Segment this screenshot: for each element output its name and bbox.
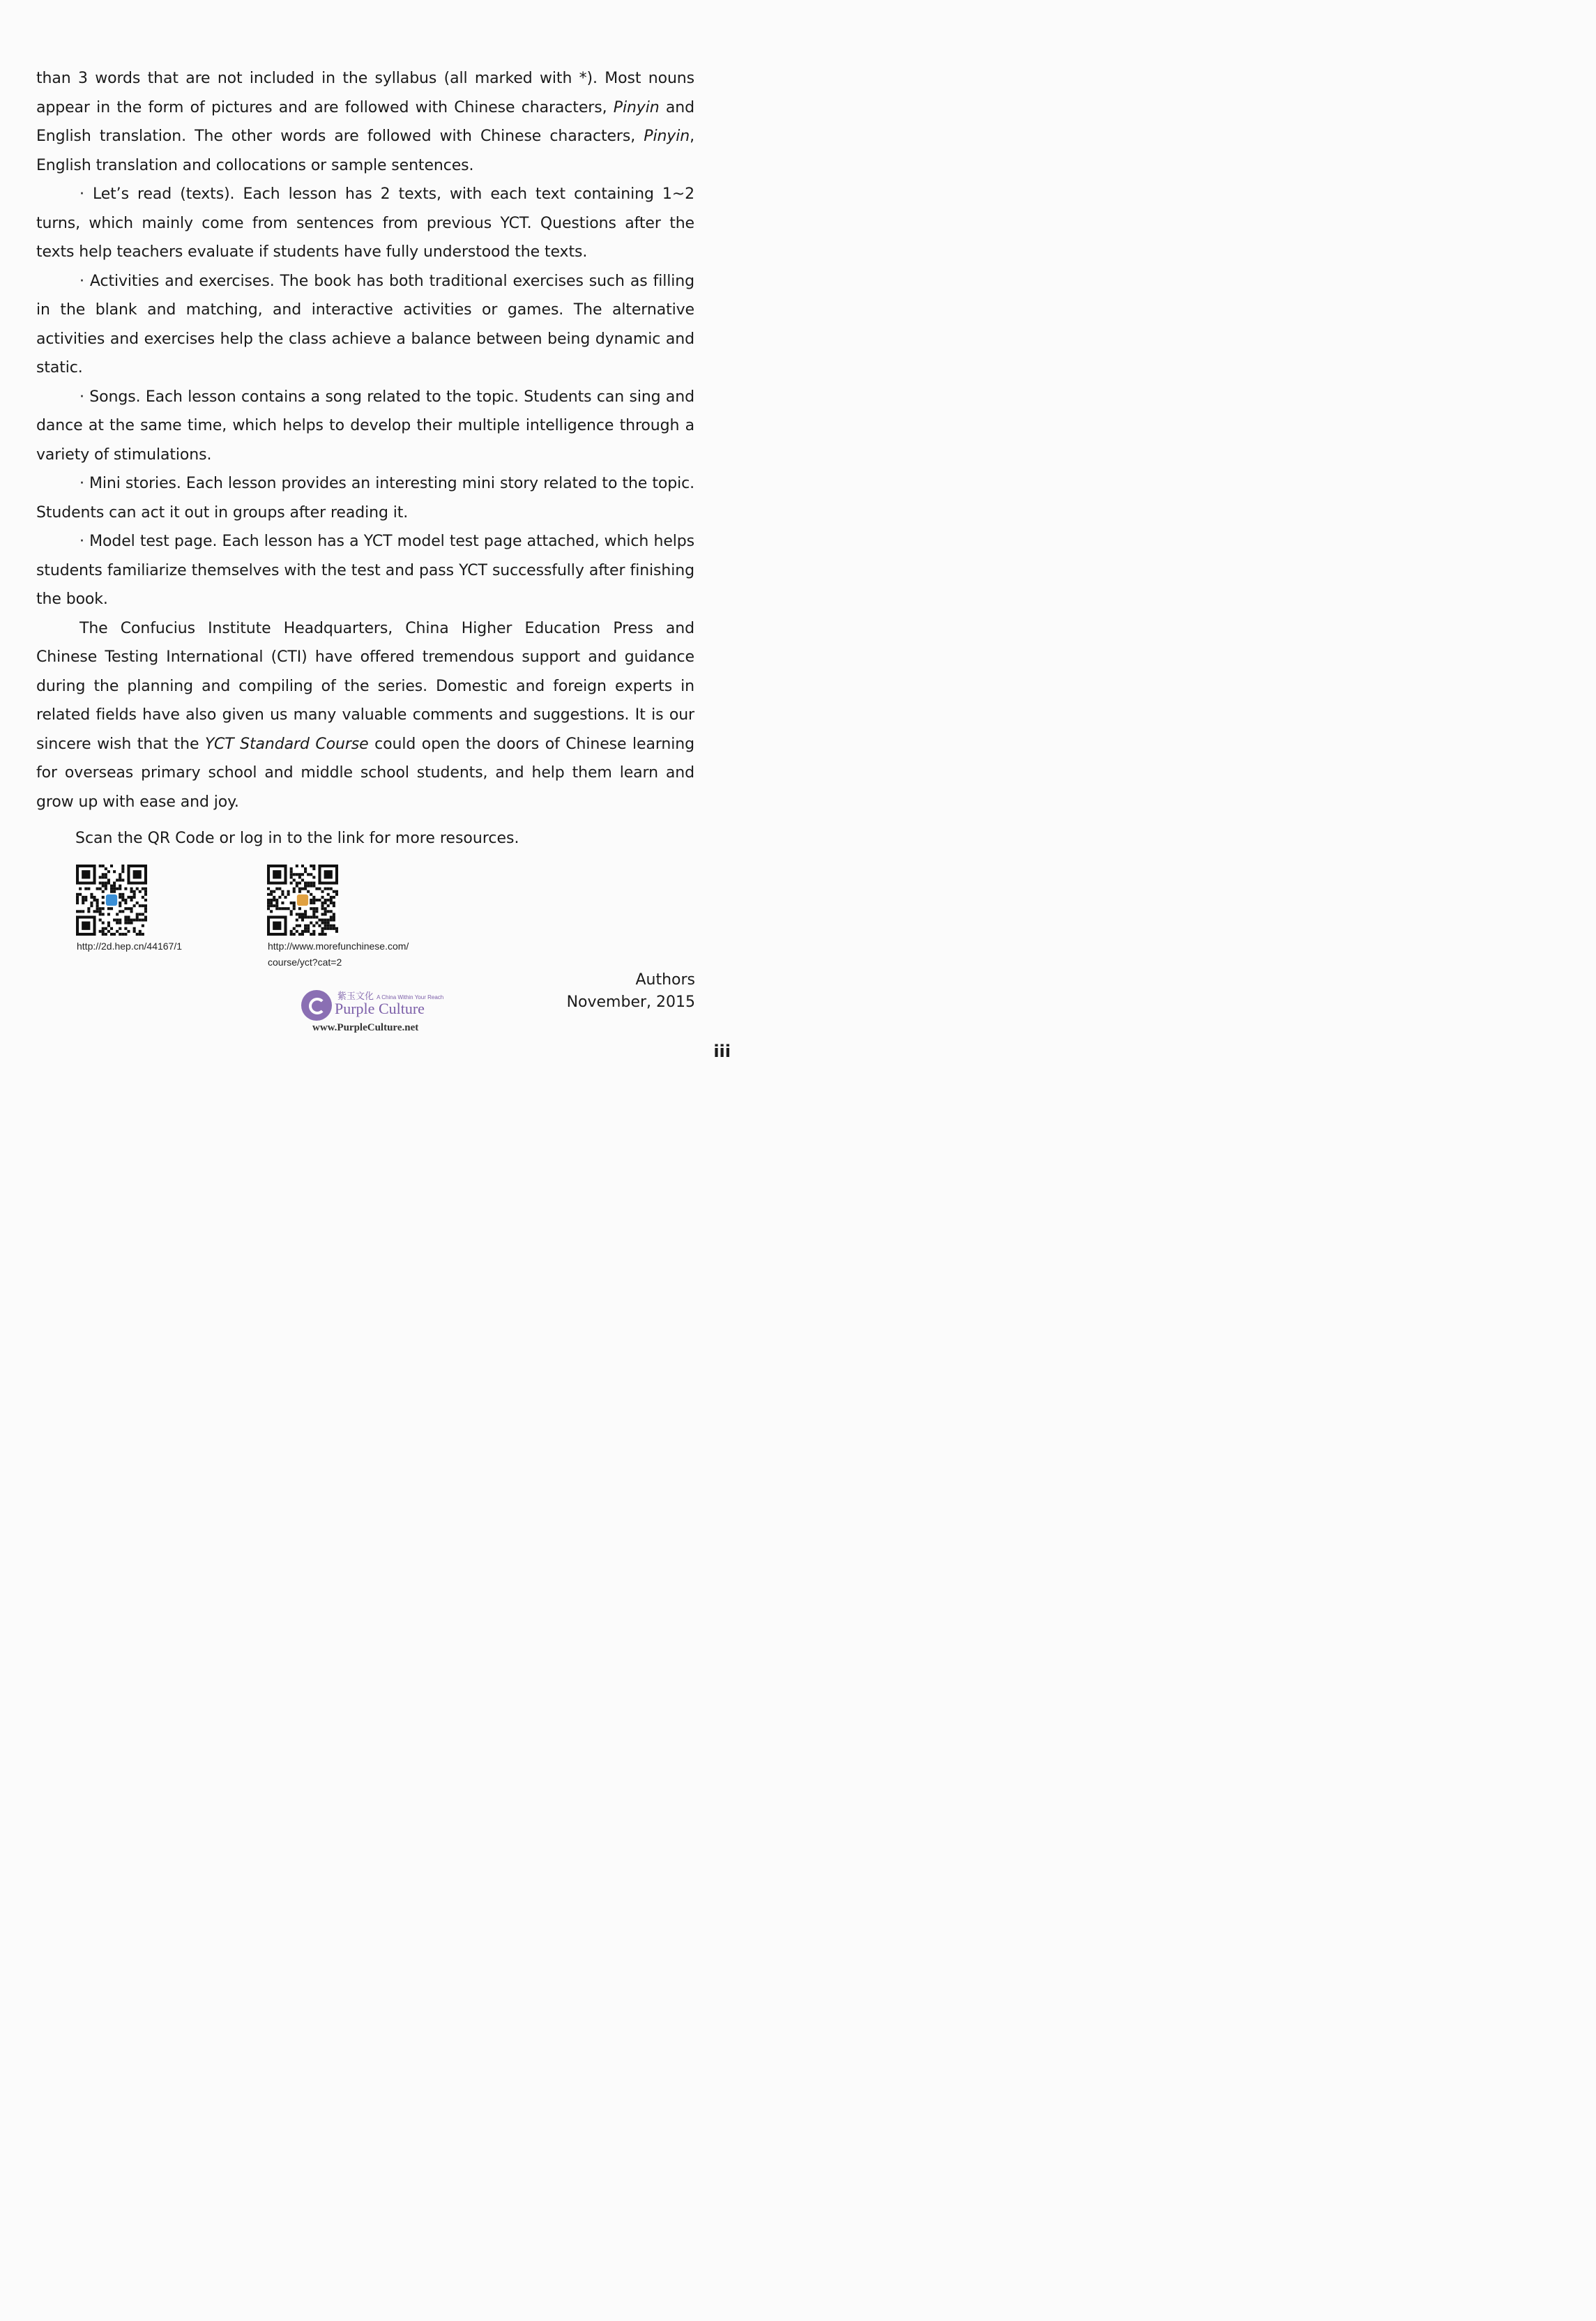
authors-label: Authors xyxy=(635,971,695,989)
document-page xyxy=(0,0,752,1093)
qr-code-hep[interactable] xyxy=(76,865,147,936)
paragraph-model-test: · Model test page. Each lesson has a YCT model test page attached, which helps students familiarize themselves with the test and pass YCT successfully after finishing the book. xyxy=(36,533,694,608)
paragraph-lets-read: · Let’s read (texts). Each lesson has 2 texts, with each text containing 1~2 turns, which mainly come from sentences from previous YCT. Questions after the texts help teachers evaluate if students have fully understood the texts. xyxy=(36,185,694,261)
watermark-name: Purple Culture xyxy=(335,1000,425,1017)
qr-url-morefun[interactable]: http://www.morefunchinese.com/ course/yct?cat=2 xyxy=(268,941,409,968)
watermark-logo xyxy=(301,989,455,1039)
watermark-url: www.PurpleCulture.net xyxy=(312,1022,419,1033)
qr-code-icon xyxy=(76,865,147,936)
purple-culture-logo-icon xyxy=(301,990,332,1021)
scan-note: Scan the QR Code or log in to the link for more resources. xyxy=(75,830,519,847)
body-text xyxy=(36,64,694,816)
paragraph-acknowledgement: The Confucius Institute Headquarters, China Higher Education Press and Chinese Testing International (CTI) have offered tremendous support and guidance during the planning and compiling of the series. Domestic and foreign experts in related fields have also given us many valuable comments and suggestions. It is our sincere wish that the YCT Standard Course could open the doors of Chinese learning for overseas primary school and middle school students, and help them learn and grow up with ease and joy. xyxy=(36,619,694,811)
page-number: iii xyxy=(713,1042,731,1061)
qr-url-hep[interactable]: http://2d.hep.cn/44167/1 xyxy=(77,941,183,952)
paragraph-0: than 3 words that are not included in the syllabus (all marked with *). Most nouns appear in the form of pictures and are followed with Chinese characters, Pinyin and English translation. The other words are followed with Chinese characters, Pinyin, English translation and collocations or sample sentences. xyxy=(36,70,694,174)
paragraph-mini-stories: · Mini stories. Each lesson provides an interesting mini story related to the topic. Students can act it out in groups after reading it. xyxy=(36,475,694,522)
signature-date: November, 2015 xyxy=(566,994,695,1011)
qr-code-morefun[interactable] xyxy=(267,865,338,936)
qr-code-icon xyxy=(267,865,338,936)
signature xyxy=(567,969,695,1014)
watermark-chinese: 紫玉文化 A China Within Your Reach xyxy=(337,991,444,1002)
paragraph-songs: · Songs. Each lesson contains a song related to the topic. Students can sing and dance at the same time, which helps to develop their multiple intelligence through a variety of stimulations. xyxy=(36,388,694,464)
paragraph-activities: · Activities and exercises. The book has both traditional exercises such as filling in the blank and matching, and interactive activities or games. The alternative activities and exercises help the class achieve a balance between being dynamic and static. xyxy=(36,272,694,376)
